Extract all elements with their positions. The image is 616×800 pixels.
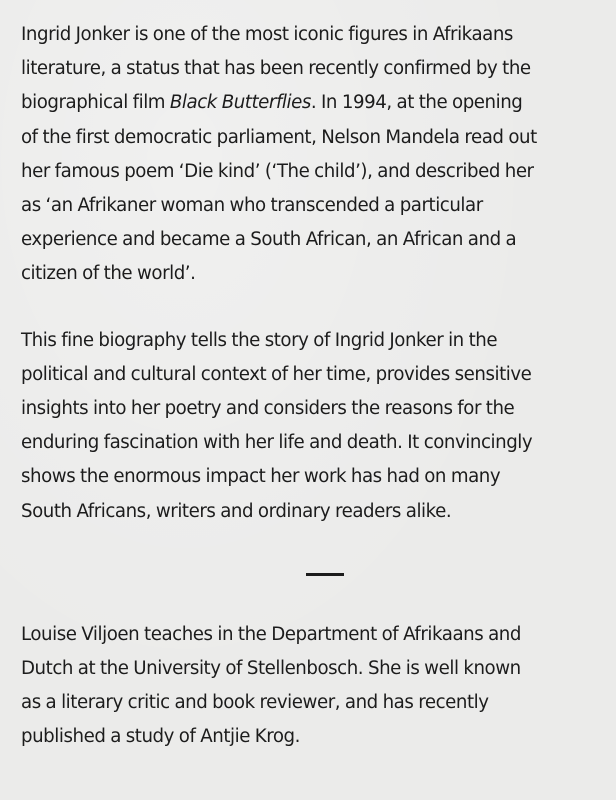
text-line: Dutch at the University of Stellenbosch. She is well known (21, 658, 521, 680)
section-divider (306, 573, 344, 576)
text-line: insights into her poetry and considers the reasons for the (21, 398, 515, 420)
book-description-paragraph (21, 18, 596, 292)
text-fragment: biographical film (21, 92, 170, 114)
text-line: experience and became a South African, an African and a (21, 229, 517, 251)
text-line: published a study of Antjie Krog. (21, 726, 300, 748)
text-line: citizen of the world’. (21, 263, 196, 285)
text-line: enduring fascination with her life and death. It convincingly (21, 432, 533, 454)
text-line: as ‘an Afrikaner woman who transcended a particular (21, 195, 483, 217)
film-title: Black Butterflies (169, 92, 311, 114)
text-fragment: . In 1994, at the opening (310, 92, 523, 114)
text-line: Louise Viljoen teaches in the Department of Afrikaans and (21, 623, 521, 645)
text-line: political and cultural context of her time, provides sensitive (21, 363, 532, 385)
text-line: Ingrid Jonker is one of the most iconic figures in Afrikaans (21, 24, 513, 45)
text-line (21, 86, 596, 120)
text-line: as a literary critic and book reviewer, and has recently (21, 692, 489, 714)
text-line: South Africans, writers and ordinary readers alike. (21, 500, 452, 522)
biography-summary-paragraph (21, 324, 596, 529)
text-line: literature, a status that has been recently confirmed by the (21, 58, 531, 80)
text-line: shows the enormous impact her work has had on many (21, 466, 501, 488)
text-line: This fine biography tells the story of Ingrid Jonker in the (21, 329, 498, 351)
text-line: her famous poem ‘Die kind’ (‘The child’), and described her (21, 160, 534, 182)
author-bio-paragraph (21, 618, 596, 755)
text-line: of the first democratic parliament, Nelson Mandela read out (21, 126, 537, 148)
